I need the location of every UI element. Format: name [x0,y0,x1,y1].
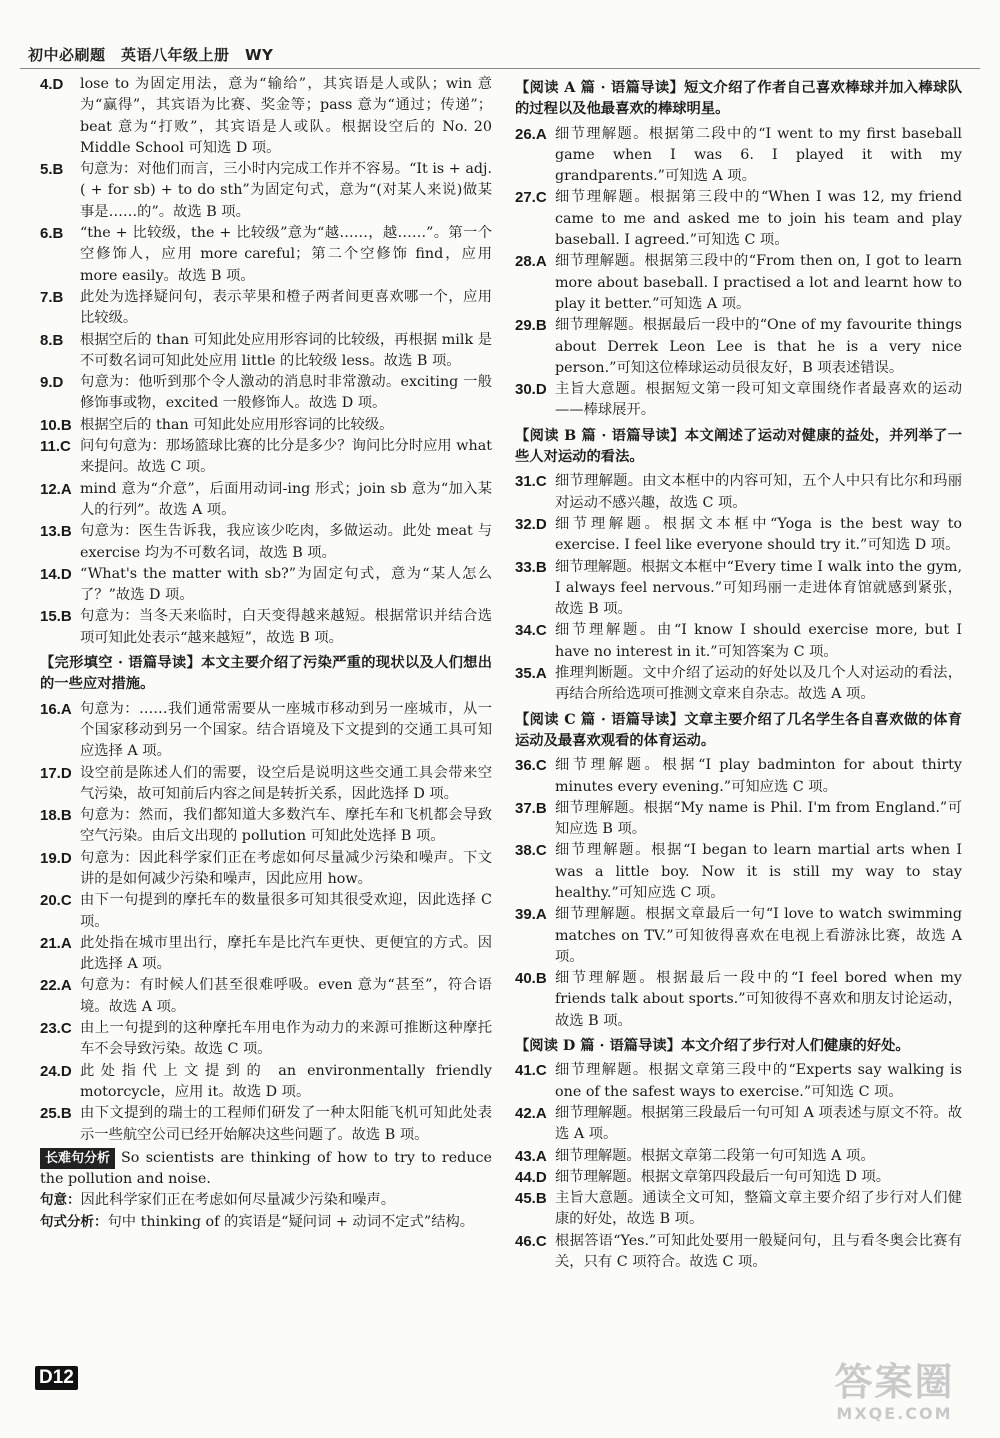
watermark-en: MXQE.COM [836,1404,953,1423]
question-number-text: 43. [515,1147,536,1165]
question-number [40,287,80,308]
answer-letter: A [60,977,72,995]
explanation-text: 由下一句提到的摩托车的数量很多可知其很受欢迎，因此选择 C 项。 [80,892,492,930]
answer-entry [40,606,492,649]
answer-letter: B [60,807,72,825]
answer-entry [515,124,962,188]
question-number [515,1167,555,1188]
explanation-text: 细节理解题。根据文章第二段第一句可知选 A 项。 [555,1147,875,1164]
answer-entry [40,805,492,848]
question-number [515,620,555,641]
question-number [40,415,80,436]
note-analysis: 句中 thinking of 的宾语是“疑问词 + 动词不定式”结构。 [107,1213,475,1230]
passage-guide: 【阅读 C 篇 · 语篇导读】文章主要介绍了几名学生各自喜欢做的体育运动及最喜欢观看的体育运动。 [515,711,962,749]
answer-letter: D [60,764,72,782]
answer-entry [515,620,962,663]
answer-letter: D [535,1168,547,1186]
explanation-text: 句意为：有时候人们甚至很难呼吸。even 意为“甚至”，符合语境。故选 A 项。 [80,977,492,1015]
explanation-text: 根据空后的 than 可知此处应用形容词的比较级。 [80,416,394,433]
explanation-text: 句意为：当冬天来临时，白天变得越来越短。根据常识并结合选项可知此处表示“越来越短”，故选 B 项。 [80,608,492,646]
question-number-text: 29. [515,317,536,335]
answer-entry [40,521,492,564]
answer-entry [40,564,492,607]
answer-entry [40,330,492,373]
question-number [515,379,555,400]
note-sentence: So scientists are thinking of how to try to reduce the pollution and noise. [40,1149,492,1188]
question-number [515,1103,555,1124]
answer-entry [515,1103,962,1146]
explanation-text: 主旨大意题。根据短文第一段可知文章围绕作者最喜欢的运动——棒球展开。 [555,381,962,419]
question-number [40,1103,80,1124]
question-number [515,1146,555,1167]
answer-entry [515,187,962,251]
watermark-cn: 答案圈 [834,1360,955,1404]
answer-letter: C [535,842,547,860]
question-number-text: 28. [515,253,536,271]
explanation-text: lose to 为固定用法，意为“输给”，其宾语是人或队；win 意为“赢得”，其宾语为比赛、奖金等；pass 意为“通过；传递”；beat 意为“打败”，其宾语是人或队。根据设空后的 No. 20 Middle School 可知选 D 项。 [80,76,492,156]
question-number-text: 38. [515,842,536,860]
answer-letter: B [535,558,547,576]
question-number [40,848,80,869]
note-meaning: 因此科学家们正在考虑如何尽量减少污染和噪声。 [80,1192,396,1209]
question-number-text: 26. [515,125,536,143]
answer-letter: C [535,757,547,775]
question-number-text: 8. [40,331,53,349]
question-number-text: 46. [515,1232,536,1250]
question-number [515,1060,555,1081]
explanation-text: 细节理解题。根据第三段最后一句可知 A 项表述与原文不符。故选 A 项。 [555,1104,962,1143]
note-meaning-label: 句意： [40,1192,81,1209]
answer-letter: B [535,1190,547,1208]
explanation-text: 此处为选择疑问句，表示苹果和橙子两者间更喜欢哪一个，应用比较级。 [80,288,492,327]
explanation-text: “the + 比较级，the + 比较级”意为“越……，越……”。第一个空修饰人，应用 more careful；第二个空修饰 find，应用 more easily。故选 B 项。 [80,225,492,284]
explanation-text: 细节理解题。根据文本框中“Every time I walk into the gym, I always feel nervous.”可知玛丽一走进体育馆就感到紧张，故选 B 项。 [555,558,962,618]
answer-letter: D [52,374,64,392]
answer-entry [515,663,962,706]
answer-letter: A [60,480,72,498]
explanation-text: 由下文提到的瑞士的工程师们研发了一种太阳能飞机可知此处表示一些航空公司已经开始解决这些问题了。故选 B 项。 [80,1105,492,1143]
question-number-text: 4. [40,76,53,93]
answer-letter: B [60,523,72,541]
question-number-text: 15. [40,608,61,626]
question-number [515,1231,555,1252]
answer-entry [515,755,962,798]
answer-letter: C [60,438,71,456]
answer-entry [515,379,962,422]
answer-entry [40,975,492,1018]
explanation-text: 细节理解题。根据文本框中“Yoga is the best way to exercise. I feel like everyone should try it.”可知选 D 项。 [555,515,962,554]
right-column [515,74,962,1273]
answer-letter: B [535,799,547,817]
question-number [40,805,80,826]
answer-entry [515,904,962,968]
question-number [40,372,80,393]
question-number-text: 25. [40,1105,61,1123]
question-number [40,479,80,500]
explanation-text: 细节理解题。根据文章第四段最后一句可知选 D 项。 [555,1168,891,1185]
explanation-text: 句意为：对他们而言，三小时内完成工作并不容易。“It is + adj. ( + for sb) + to do sth”为固定句式，意为“(对某人来说)做某事是……的”。故选 B 项。 [80,161,492,220]
question-number-text: 24. [40,1062,61,1080]
question-number-text: 40. [515,970,536,988]
answer-entry [515,251,962,315]
question-number-text: 39. [515,906,536,924]
long-sentence-analysis [40,1148,492,1233]
question-number [515,315,555,336]
answer-letter: D [60,1062,72,1080]
answer-letter: B [52,161,64,179]
answer-letter: C [535,189,547,207]
answer-letter: B [52,288,64,306]
explanation-text: 细节理解题。根据文章第三段中的“Experts say walking is one of the safest ways to exercise.”可知选 C 项。 [555,1062,962,1100]
question-number-text: 14. [40,565,61,583]
question-number-text: 17. [40,764,61,782]
answer-entry [515,840,962,904]
page-number: D12 [35,1366,78,1390]
explanation-text: 句意为：医生告诉我，我应该少吃肉，多做运动。此处 meat 与 exercise 均为不可数名词，故选 B 项。 [80,523,492,561]
answer-entry [40,890,492,933]
explanation-text: 由上一句提到的这种摩托车用电作为动力的来源可推断这种摩托车不会导致污染。故选 C 项。 [80,1020,492,1058]
passage-guide: 【阅读 B 篇 · 语篇导读】本文阐述了运动对健康的益处，并列举了一些人对运动的看法。 [515,427,962,466]
passage-guide: 【完形填空 · 语篇导读】本文主要介绍了污染严重的现状以及人们想出的一些应对措施。 [40,655,492,693]
explanation-text: 细节理解题。根据第三段中的“From then on, I got to learn more about baseball. I practised a lot and learnt how to play it better.”可知选 A 项。 [555,253,962,312]
answer-letter: B [535,317,547,335]
question-number-text: 45. [515,1190,536,1208]
question-number-text: 19. [40,849,61,867]
answer-letter: B [60,416,72,434]
answer-entry [40,699,492,763]
answer-entry [40,479,492,522]
explanation-text: 句意为：因此科学家们正在考虑如何尽量减少污染和噪声。下文讲的是如何减少污染和噪声，因此应用 how。 [80,849,492,887]
explanation-text: 细节理解题。由文本框中的内容可知，五个人中只有比尔和玛丽对运动不感兴趣，故选 C 项。 [555,473,962,511]
question-number [40,521,80,542]
answer-entry [40,74,492,159]
question-number-text: 31. [515,473,536,491]
question-number [515,514,555,535]
question-number [515,755,555,776]
answer-letter: A [60,934,72,952]
explanation-text: 细节理解题。根据“My name is Phil. I'm from England.”可知应选 B 项。 [555,799,962,838]
answer-letter: D [535,381,547,399]
question-number [40,1061,80,1082]
answer-entry [515,315,962,379]
question-number [40,564,80,585]
question-number-text: 7. [40,288,53,306]
answer-entry [515,514,962,557]
answer-entry [515,1188,962,1231]
question-number [515,904,555,925]
answer-letter: C [535,1062,547,1080]
question-number [40,74,80,95]
answer-letter: B [52,331,64,349]
explanation-text: 根据答语“Yes.”可知此处要用一般疑问句，且与看冬奥会比赛有关，只有 C 项符合。故选 C 项。 [555,1232,962,1271]
answer-entry [40,436,492,479]
answer-letter: B [60,1105,72,1123]
explanation-text: 细节理解题。根据“I play badminton for about thirty minutes every evening.”可知应选 C 项。 [555,757,962,795]
note-analysis-label: 句式分析： [40,1213,108,1230]
explanation-text: 细节理解题。根据文章最后一句“I love to watch swimming matches on TV.”可知彼得喜欢在电视上看游泳比赛，故选 A 项。 [555,906,962,965]
question-number-text: 27. [515,189,536,207]
question-number-text: 35. [515,665,536,683]
explanation-text: 此处指在城市里出行，摩托车是比汽车更快、更便宜的方式。因此选择 A 项。 [80,934,492,973]
answer-entry [40,372,492,415]
header-divider [20,68,980,69]
answer-entry [515,1060,962,1103]
question-number-text: 5. [40,161,53,179]
explanation-text: “What's the matter with sb?”为固定句式，意为“某人怎么了？”故选 D 项。 [80,565,492,604]
question-number [40,606,80,627]
question-number [515,663,555,684]
answer-letter: D [60,565,72,583]
explanation-text: 主旨大意题。通读全文可知，整篇文章主要介绍了步行对人们健康的好处，故选 B 项。 [555,1190,962,1228]
left-column [40,74,492,1233]
answer-entry [40,415,492,436]
question-number-text: 36. [515,757,536,775]
question-number [40,330,80,351]
answer-entry [40,223,492,287]
answer-letter: B [60,608,72,626]
answer-letter: C [535,473,547,491]
question-number [40,699,80,720]
answer-letter: A [535,253,547,271]
question-number [515,798,555,819]
question-number-text: 20. [40,892,61,910]
answer-entry [40,159,492,223]
explanation-text: 推理判断题。文中介绍了运动的好处以及几个人对运动的看法，再结合所给选项可推测文章来自杂志。故选 A 项。 [555,665,962,703]
question-number-text: 34. [515,622,536,640]
question-number-text: 30. [515,381,536,399]
question-number-text: 21. [40,934,61,952]
answer-letter: A [535,665,547,683]
question-number [40,159,80,180]
question-number-text: 18. [40,807,61,825]
answer-entry [515,471,962,514]
question-number [40,890,80,911]
question-number-text: 16. [40,700,61,718]
question-number [515,124,555,145]
question-number-text: 22. [40,977,61,995]
explanation-text: 此处指代上文提到的 an environmentally friendly motorcycle，应用 it。故选 D 项。 [80,1062,492,1100]
answer-entry [40,1061,492,1104]
question-number [515,1188,555,1209]
watermark-logo [812,1360,977,1430]
question-number [40,763,80,784]
answer-letter: C [60,1020,72,1038]
question-number-text: 41. [515,1062,536,1080]
answer-entry [40,287,492,330]
question-number [40,933,80,954]
question-number-text: 44. [515,1168,536,1186]
answer-entry [515,968,962,1032]
question-number [515,251,555,272]
question-number [40,223,80,244]
answer-entry [515,1146,962,1167]
answer-letter: C [60,892,72,910]
answer-entry [40,848,492,891]
answer-entry [515,557,962,621]
question-number [515,840,555,861]
answer-entry [515,1231,962,1274]
answer-letter: A [535,125,547,143]
answer-letter: D [60,849,72,867]
explanation-text: 细节理解题。根据最后一段中的“I feel bored when my friends talk about sports.”可知彼得不喜欢和朋友讨论运动，故选 B 项。 [555,970,962,1029]
question-number-text: 6. [40,225,53,243]
explanation-text: mind 意为“介意”，后面用动词-ing 形式；join sb 意为“加入某人的行列”。故选 A 项。 [80,480,492,518]
answer-entry [40,763,492,806]
answer-letter: A [535,906,547,924]
question-number-text: 12. [40,480,61,498]
answer-letter: D [535,515,547,533]
answer-letter: B [52,225,64,243]
passage-guide: 【阅读 A 篇 · 语篇导读】短文介绍了作者自己喜欢棒球并加入棒球队的过程以及他最喜欢的棒球明星。 [515,80,962,118]
answer-entry [515,798,962,841]
answer-letter: B [535,970,547,988]
question-number [40,975,80,996]
answer-letter: D [52,76,64,93]
answer-letter: C [535,1232,547,1250]
answer-letter: A [535,1147,547,1165]
explanation-text: 细节理解题。根据“I began to learn martial arts when I was a little boy. Now it is still my way to stay healthy.”可知应选 C 项。 [555,842,962,901]
answer-letter: A [60,700,72,718]
question-number-text: 9. [40,374,53,392]
question-number-text: 42. [515,1104,536,1122]
answer-entry [40,933,492,976]
passage-guide: 【阅读 D 篇 · 语篇导读】本文介绍了步行对人们健康的好处。 [515,1038,910,1055]
question-number [515,471,555,492]
question-number [40,1018,80,1039]
question-number [515,557,555,578]
question-number-text: 37. [515,799,536,817]
explanation-text: 细节理解题。由“I know I should exercise more, but I have no interest in it.”可知答案为 C 项。 [555,622,962,660]
explanation-text: 句意为：他听到那个令人激动的消息时非常激动。exciting 一般修饰事或物，excited 一般修饰人。故选 D 项。 [80,374,492,412]
explanation-text: 问句句意为：那场篮球比赛的比分是多少？询问比分时应用 what 来提问。故选 C 项。 [80,438,492,476]
question-number-text: 11. [40,438,61,456]
explanation-text: 根据空后的 than 可知此处应用形容词的比较级，再根据 milk 是不可数名词可知此处应用 little 的比较级 less。故选 B 项。 [80,331,492,369]
explanation-text: 句意为：然而，我们都知道大多数汽车、摩托车和飞机都会导致空气污染。由后文出现的 pollution 可知此处选择 B 项。 [80,807,492,845]
answer-entry [40,1018,492,1061]
question-number-text: 10. [40,416,61,434]
answer-letter: A [535,1104,547,1122]
explanation-text: 细节理解题。根据最后一段中的“One of my favourite things about Derrek Leon Lee is that he is a very nice person.”可知这位棒球运动员很友好，B 项表述错误。 [555,317,962,376]
answer-entry [515,1167,962,1188]
question-number [40,436,80,457]
explanation-text: 句意为：……我们通常需要从一座城市移动到另一座城市，从一个国家移动到另一个国家。结合语境及下文提到的交通工具可知应选择 A 项。 [80,700,492,760]
answer-entry [40,1103,492,1146]
question-number [515,968,555,989]
answer-letter: C [535,622,547,640]
explanation-text: 设空前是陈述人们的需要，设空后是说明这些交通工具会带来空气污染，故可知前后内容之间是转折关系，因此选择 D 项。 [80,764,492,802]
question-number [515,187,555,208]
question-number-text: 32. [515,515,536,533]
note-label: 长难句分析 [40,1148,115,1169]
question-number-text: 13. [40,523,61,541]
question-number-text: 33. [515,558,536,576]
explanation-text: 细节理解题。根据第三段中的“When I was 12, my friend came to me and asked me to join his team and play baseball. I agreed.”可知选 C 项。 [555,189,962,249]
page-header: 初中必刷题 英语八年级上册 WY [28,46,274,64]
explanation-text: 细节理解题。根据第二段中的“I went to my first baseball game when I was 6. I played it with my grandparents.”可知选 A 项。 [555,125,962,185]
question-number-text: 23. [40,1020,61,1038]
